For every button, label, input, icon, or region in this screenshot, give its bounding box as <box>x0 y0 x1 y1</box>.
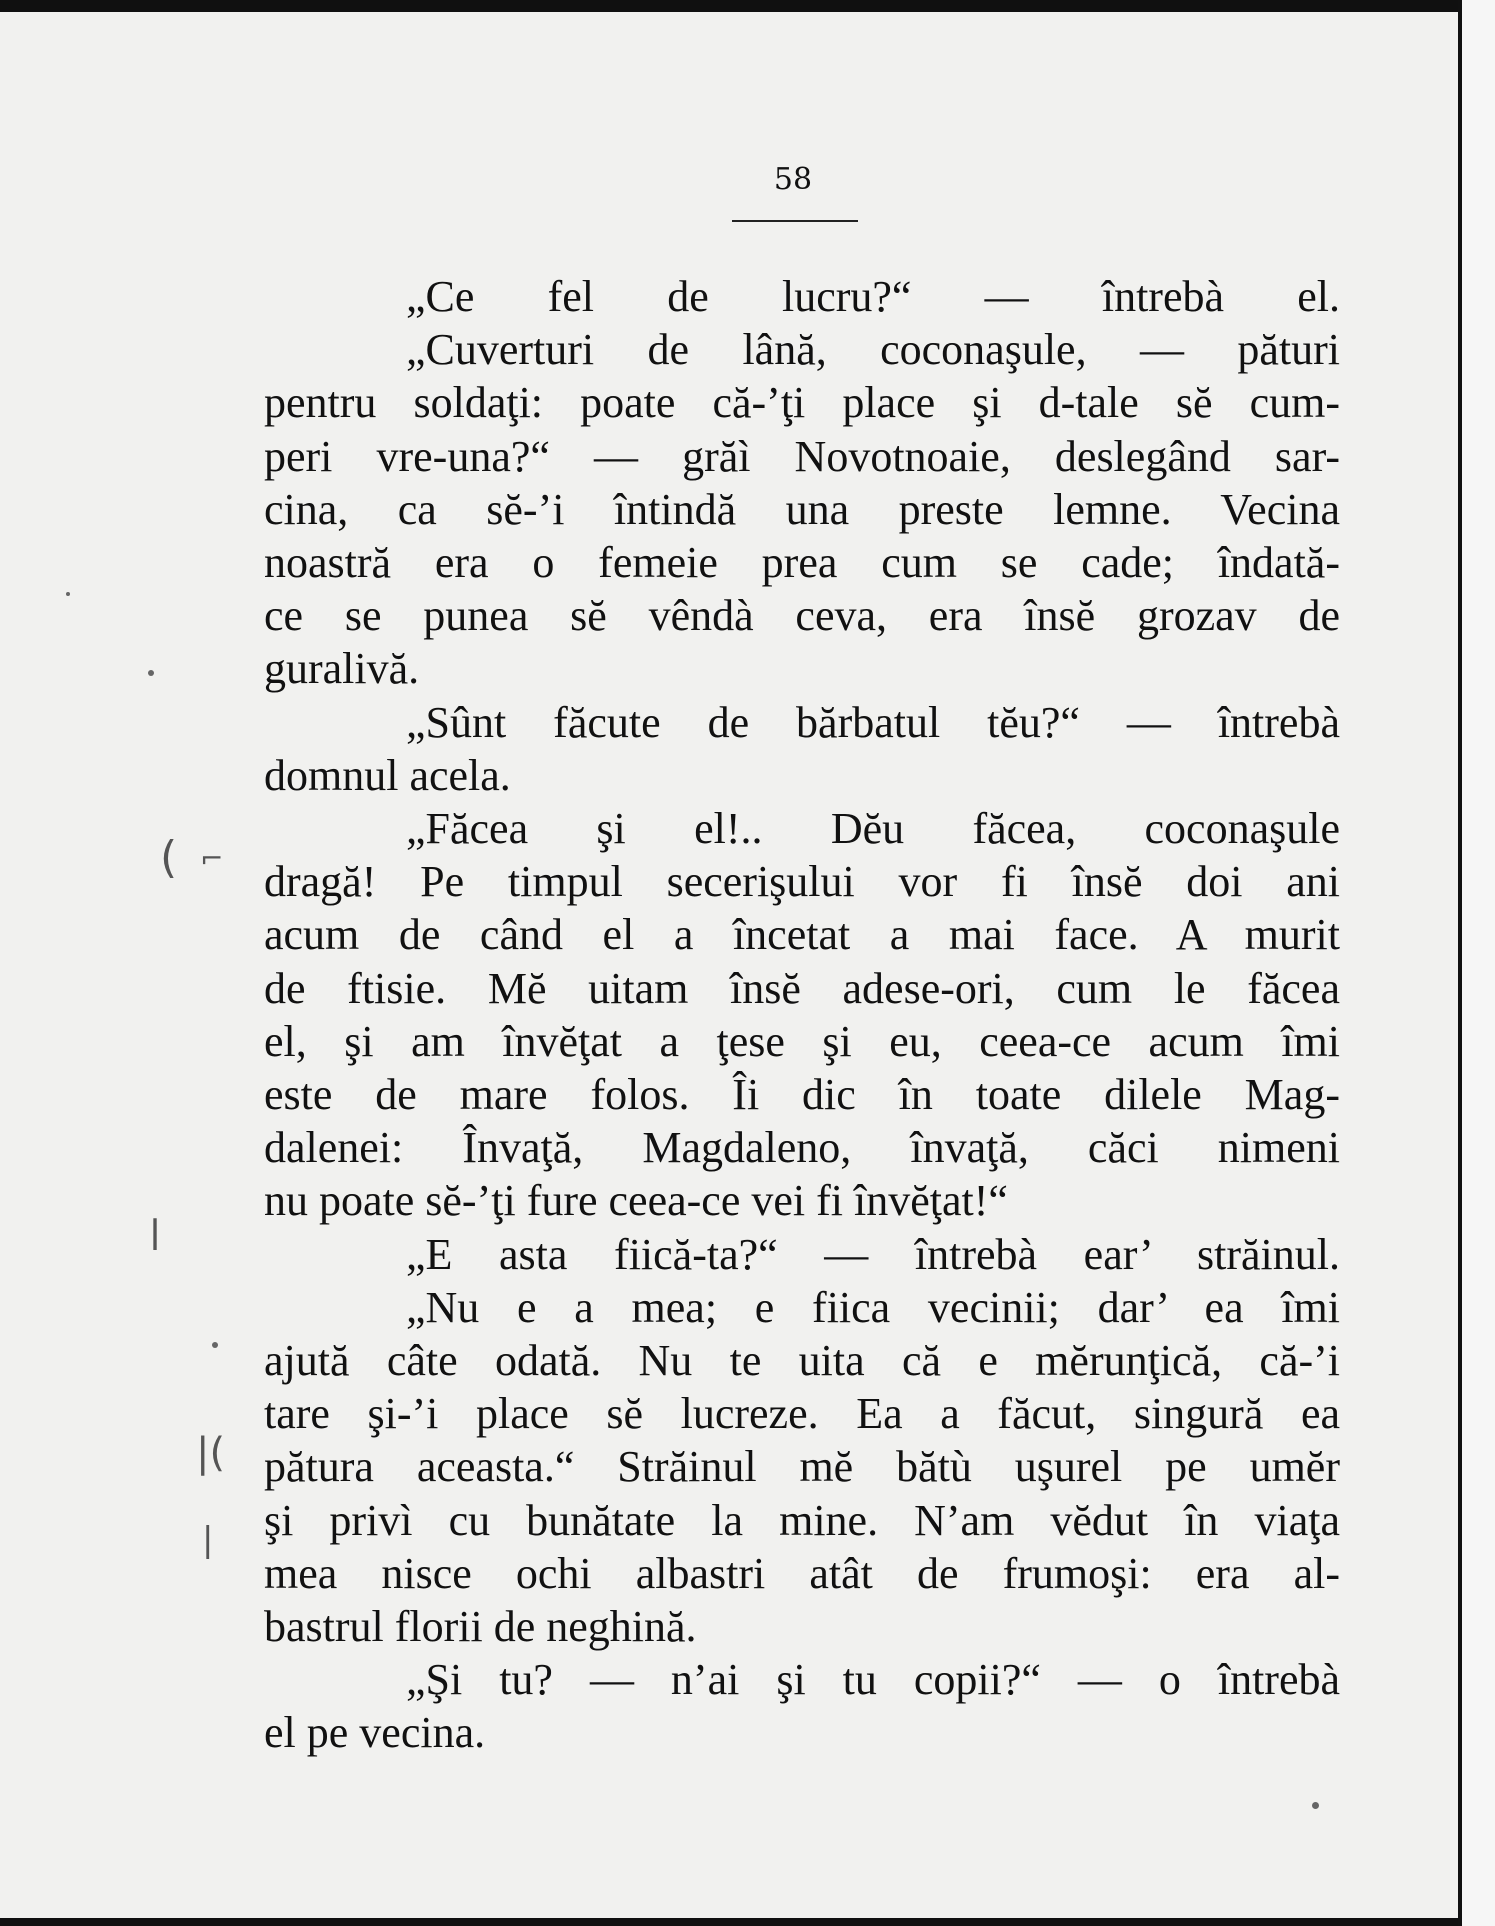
text-line: dragă! Pe timpul secerişului vor fi însĕ doi ani <box>264 857 1340 907</box>
text-line: „Cuverturi de lână, coconaşule, — pături <box>406 325 1340 375</box>
text-line: şi privì cu bunătate la mine. N’am vĕdut în viaţa <box>264 1495 1340 1545</box>
page-number: 58 <box>773 162 813 197</box>
text-line: acum de când el a încetat a mai face. A murit <box>264 910 1340 960</box>
text-line: „Nu e a mea; e fiica vecinii; dar’ ea îmi <box>406 1282 1340 1332</box>
text-line: mea nisce ochi albastri atât de frumoşi: era al- <box>264 1548 1340 1598</box>
text-line: cina, ca sĕ-’i întindă una preste lemne. Vecina <box>264 484 1340 534</box>
text-line: pătura aceasta.“ Străinul mĕ bătù uşurel pe umĕr <box>264 1442 1340 1492</box>
text-line: el pe vecina. <box>264 1708 486 1758</box>
margin-speck <box>212 1342 218 1348</box>
text-line: el, şi am învĕţat a ţese şi eu, ceea-ce acum îmi <box>264 1016 1340 1066</box>
margin-speck <box>148 670 154 676</box>
text-line: dalenei: Învaţă, Magdaleno, învaţă, căci nimeni <box>264 1123 1340 1173</box>
margin-bar-mark: | <box>202 1520 214 1560</box>
header-rule <box>732 220 858 222</box>
text-line: noastră era o femeie prea cum se cade; îndată- <box>264 538 1340 588</box>
text-line: „Sûnt făcute de bărbatul tĕu?“ — întrebà <box>406 697 1340 747</box>
text-line: „Ce fel de lucru?“ — întrebà el. <box>406 272 1340 321</box>
book-page <box>0 12 1462 1918</box>
margin-bracket-mark: ( <box>160 832 178 883</box>
text-line: pentru soldaţi: poate că-’ţi place şi d-tale sĕ cum- <box>264 378 1340 428</box>
text-line: nu poate sĕ-’ţi fure ceea-ce vei fi învĕţat!“ <box>264 1176 1008 1226</box>
text-line: „E asta fiică-ta?“ — întrebà ear’ străinul. <box>406 1229 1340 1279</box>
body-text <box>264 270 1340 1760</box>
margin-speck <box>66 592 70 596</box>
text-line: tare şi-’i place sĕ lucreze. Ea a făcut, singură ea <box>264 1389 1340 1439</box>
text-line: ce se punea sĕ vêndà ceva, era însĕ grozav de <box>264 591 1340 641</box>
text-line: este de mare folos. Îi dic în toate dilele Mag- <box>264 1070 1340 1120</box>
text-line: ajută câte odată. Nu te uita că e mĕrunţică, că-’i <box>264 1336 1340 1386</box>
scan-edge <box>1458 0 1495 1926</box>
text-line: guralivă. <box>264 644 420 694</box>
margin-bracket-mark: |( <box>196 1430 226 1476</box>
margin-tick-mark: ⌐ <box>200 842 224 875</box>
margin-speck <box>1312 1802 1319 1809</box>
margin-bar-mark: ǀ <box>150 1212 161 1252</box>
text-line: peri vre-una?“ — grăì Novotnoaie, deslegând sar- <box>264 431 1340 481</box>
text-line: „Şi tu? — n’ai şi tu copii?“ — o întrebà <box>406 1655 1340 1705</box>
text-line: bastrul florii de neghină. <box>264 1602 697 1652</box>
text-line: domnul acela. <box>264 750 511 800</box>
text-line: de ftisie. Mĕ uitam însĕ adese-ori, cum le făcea <box>264 963 1340 1013</box>
text-line: „Făcea şi el!.. Dĕu făcea, coconaşule <box>406 804 1340 854</box>
